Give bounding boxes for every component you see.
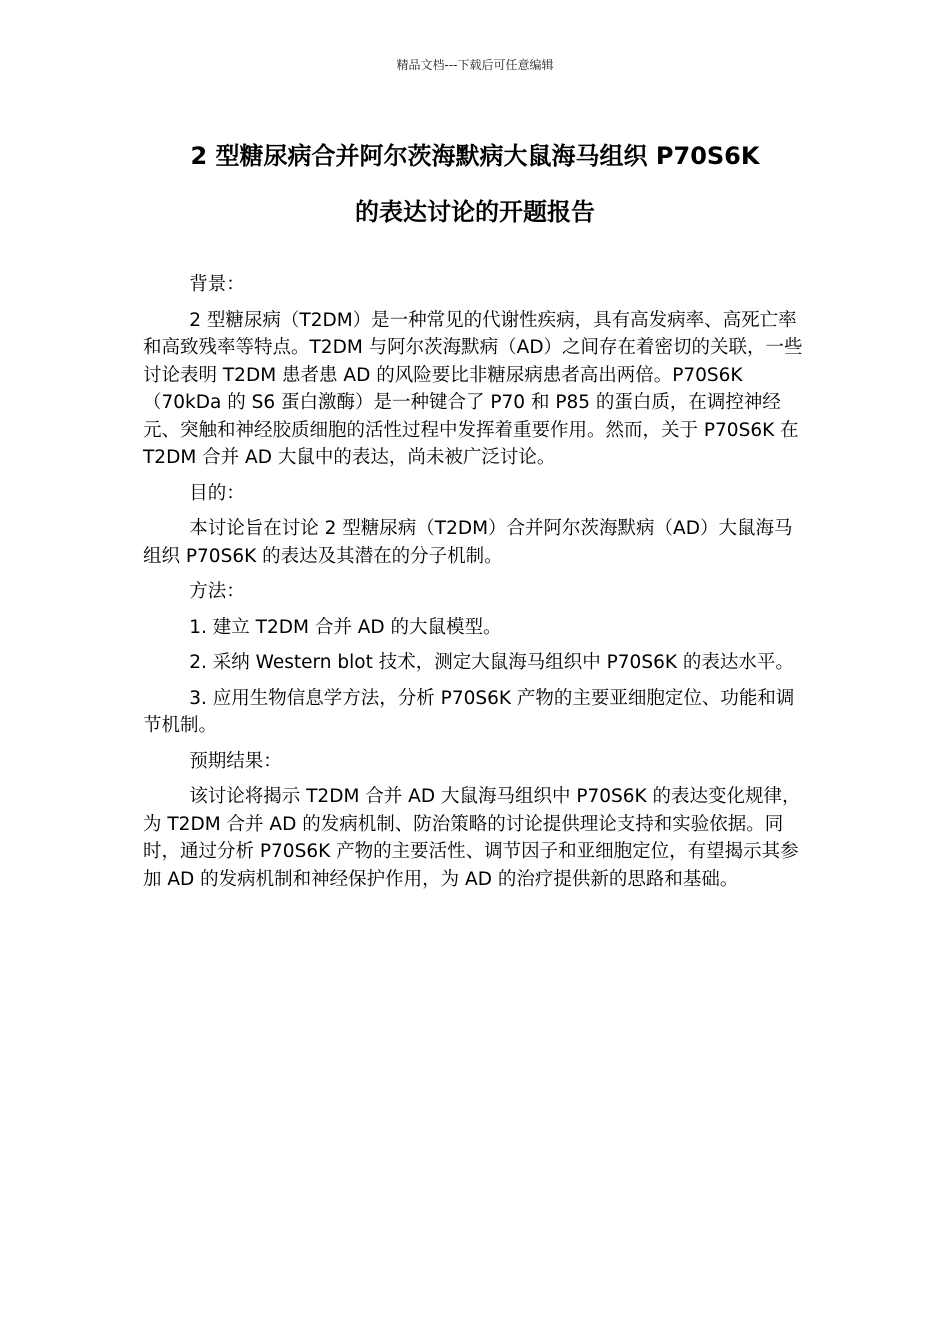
background-paragraph: 2 型糖尿病（T2DM）是一种常见的代谢性疾病，具有高发病率、高死亡率和高致残率等特点。T2DM 与阿尔茨海默病（AD）之间存在着密切的关联，一些讨论表明 T2DM 患者患 AD 的风险要比非糖尿病患者高出两倍。P70S6K（70kDa 的 S6 蛋白激酶）是一种键合了 P70 和 P85 的蛋白质，在调控神经元、突触和神经胶质细胞的活性过程中发挥着重要作用。然而，关于 P70S6K 在 T2DM 合并 AD 大鼠中的表达，尚未被广泛讨论。 [143, 309, 803, 468]
document-title-line-1: 2 型糖尿病合并阿尔茨海默病大鼠海马组织 P70S6K [190, 142, 760, 170]
methods-heading: 方法： [189, 581, 245, 602]
purpose-paragraph: 本讨论旨在讨论 2 型糖尿病（T2DM）合并阿尔茨海默病（AD）大鼠海马组织 P70S6K 的表达及其潜在的分子机制。 [143, 518, 793, 567]
results-paragraph: 该讨论将揭示 T2DM 合并 AD 大鼠海马组织中 P70S6K 的表达变化规律，为 T2DM 合并 AD 的发病机制、防治策略的讨论提供理论支持和实验依据。同时，通过分析 P70S6K 产物的主要活性、调节因子和亚细胞定位，有望揭示其参加 AD 的发病机制和神经保护作用，为 AD 的治疗提供新的思路和基础。 [143, 786, 801, 890]
results-heading: 预期结果： [189, 750, 282, 772]
method-item-3: 3. 应用生物信息学方法，分析 P70S6K 产物的主要亚细胞定位、功能和调节机制。 [143, 687, 795, 736]
method-item-2: 2. 采纳 Western blot 技术，测定大鼠海马组织中 P70S6K 的表达水平。 [189, 652, 794, 673]
purpose-heading: 目的： [189, 482, 245, 504]
page-header: 精品文档---下载后可任意编辑 [396, 58, 554, 72]
background-heading: 背景： [189, 274, 245, 295]
document-title-line-2: 的表达讨论的开题报告 [355, 198, 595, 226]
document-body [143, 271, 805, 901]
method-item-1: 1. 建立 T2DM 合并 AD 的大鼠模型。 [189, 616, 502, 638]
